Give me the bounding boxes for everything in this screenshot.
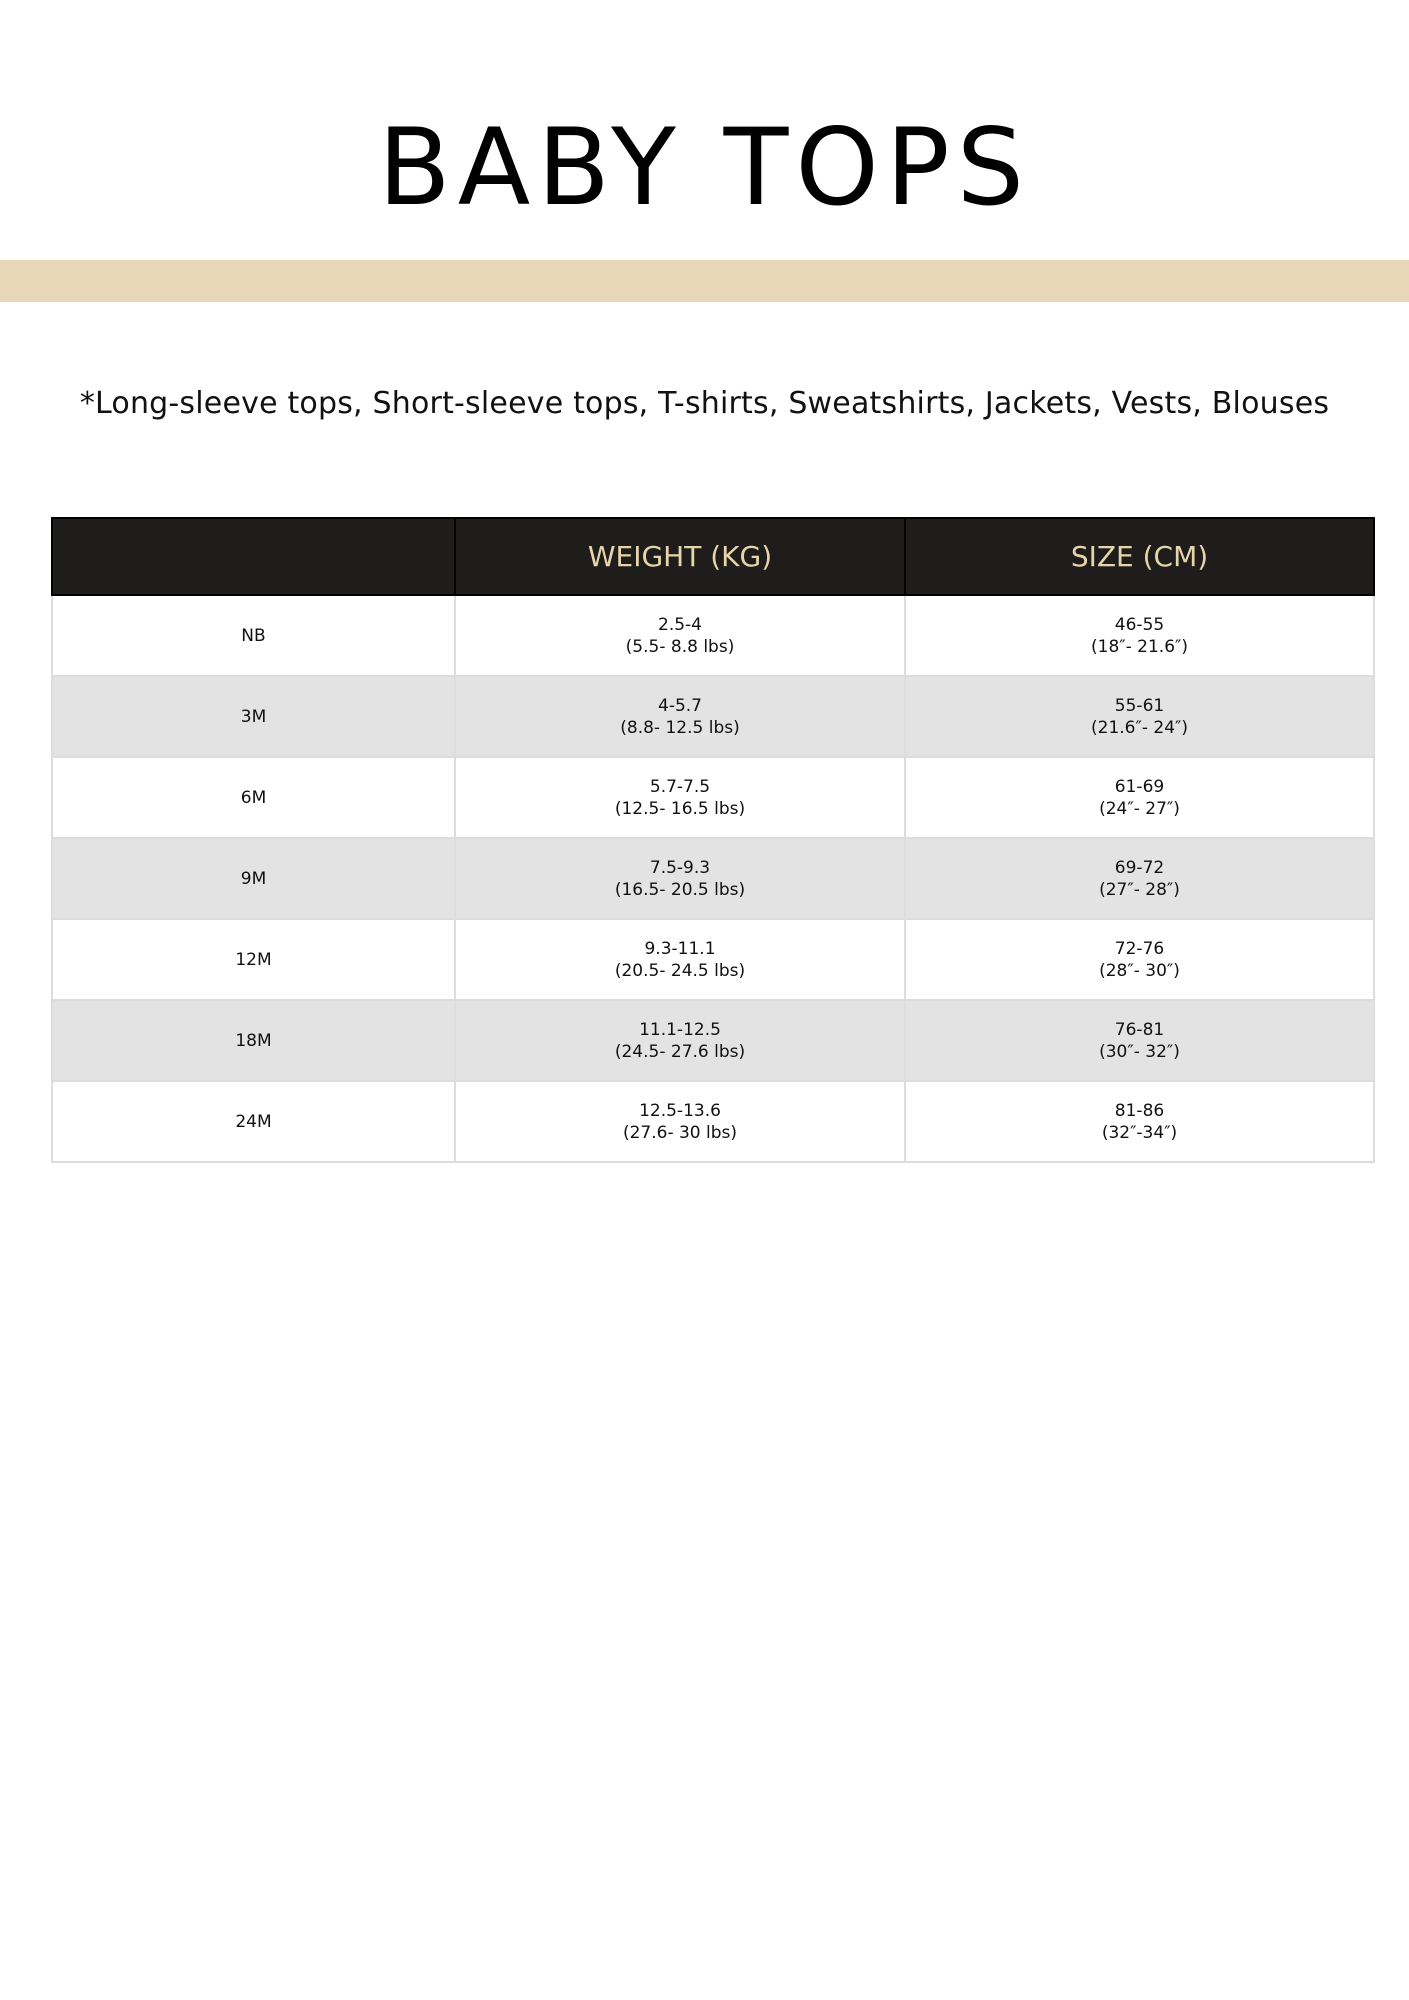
- size-cm: 46-55: [1114, 614, 1165, 635]
- weight-cell: [455, 676, 905, 757]
- size-label-cell: 9M: [52, 838, 455, 919]
- accent-band: [0, 260, 1409, 302]
- size-cm: 81-86: [1114, 1100, 1165, 1121]
- size-cm: 69-72: [1114, 857, 1165, 878]
- size-chart-table: [51, 517, 1375, 1163]
- weight-cell: [455, 1081, 905, 1162]
- weight-cell: [455, 595, 905, 676]
- weight-cell: [455, 1000, 905, 1081]
- size-in: (32″-34″): [1101, 1122, 1178, 1143]
- size-in: (18″- 21.6″): [1091, 636, 1188, 657]
- weight-lbs: (20.5- 24.5 lbs): [614, 960, 746, 981]
- table-row: [52, 838, 1374, 919]
- size-cell: [905, 1081, 1374, 1162]
- size-in: (28″- 30″): [1099, 960, 1180, 981]
- table-row: [52, 595, 1374, 676]
- size-cm: 72-76: [1114, 938, 1165, 959]
- size-label-cell: NB: [52, 595, 455, 676]
- weight-lbs: (5.5- 8.8 lbs): [625, 636, 735, 657]
- size-label-cell: 18M: [52, 1000, 455, 1081]
- size-in: (30″- 32″): [1099, 1041, 1180, 1062]
- size-in: (21.6″- 24″): [1091, 717, 1188, 738]
- weight-kg: 12.5-13.6: [639, 1100, 721, 1121]
- size-cell: [905, 595, 1374, 676]
- weight-lbs: (16.5- 20.5 lbs): [614, 879, 746, 900]
- header-size: SIZE (CM): [905, 518, 1374, 595]
- table-row: [52, 919, 1374, 1000]
- size-cell: [905, 757, 1374, 838]
- weight-cell: [455, 838, 905, 919]
- weight-kg: 5.7-7.5: [649, 776, 711, 797]
- table-row: [52, 676, 1374, 757]
- page-title: BABY TOPS: [378, 106, 1031, 229]
- weight-lbs: (8.8- 12.5 lbs): [620, 717, 740, 738]
- table-row: [52, 1081, 1374, 1162]
- weight-kg: 7.5-9.3: [649, 857, 711, 878]
- weight-kg: 4-5.7: [658, 695, 702, 716]
- size-cm: 61-69: [1114, 776, 1165, 797]
- size-cm: 55-61: [1114, 695, 1165, 716]
- size-in: (27″- 28″): [1099, 879, 1180, 900]
- size-cell: [905, 919, 1374, 1000]
- size-label-cell: 3M: [52, 676, 455, 757]
- size-in: (24″- 27″): [1099, 798, 1180, 819]
- table-row: [52, 757, 1374, 838]
- garment-types-note: *Long-sleeve tops, Short-sleeve tops, T-shirts, Sweatshirts, Jackets, Vests, Blouses: [79, 386, 1330, 421]
- size-cell: [905, 676, 1374, 757]
- weight-lbs: (24.5- 27.6 lbs): [614, 1041, 746, 1062]
- weight-lbs: (27.6- 30 lbs): [622, 1122, 738, 1143]
- weight-lbs: (12.5- 16.5 lbs): [614, 798, 746, 819]
- size-label-cell: 24M: [52, 1081, 455, 1162]
- weight-kg: 11.1-12.5: [639, 1019, 721, 1040]
- size-label-cell: 6M: [52, 757, 455, 838]
- weight-kg: 9.3-11.1: [644, 938, 716, 959]
- table-header-row: [52, 518, 1374, 595]
- header-size-label: [52, 518, 455, 595]
- weight-cell: [455, 919, 905, 1000]
- header-weight: WEIGHT (KG): [455, 518, 905, 595]
- weight-cell: [455, 757, 905, 838]
- table-row: [52, 1000, 1374, 1081]
- size-label-cell: 12M: [52, 919, 455, 1000]
- size-cell: [905, 1000, 1374, 1081]
- size-cell: [905, 838, 1374, 919]
- weight-kg: 2.5-4: [658, 614, 702, 635]
- size-cm: 76-81: [1114, 1019, 1165, 1040]
